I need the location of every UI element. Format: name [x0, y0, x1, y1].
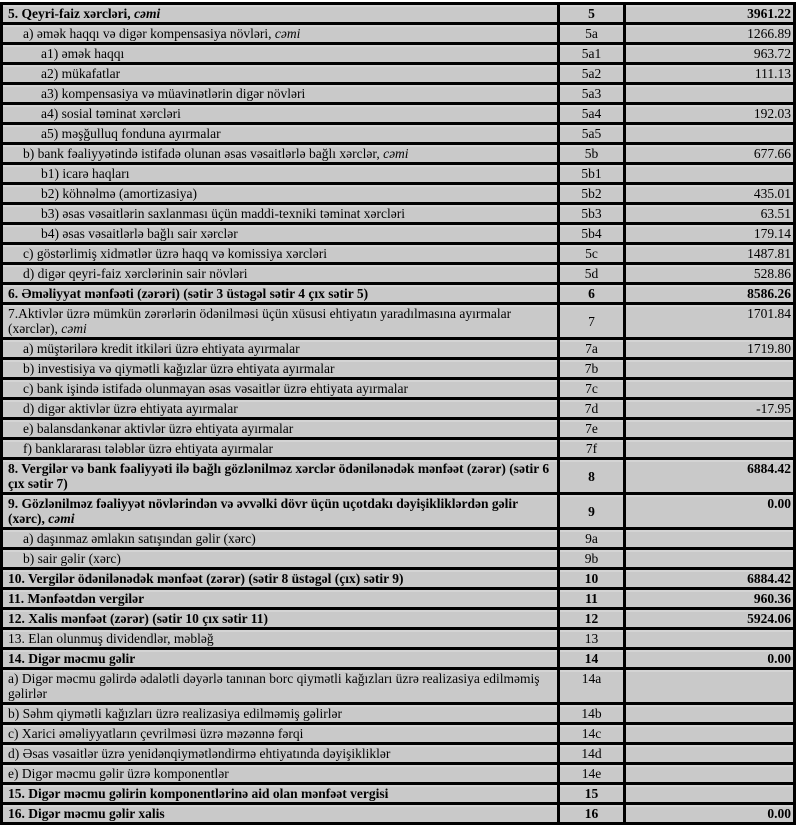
table-row — [2, 399, 795, 419]
row-label-cell — [2, 704, 559, 724]
row-label: 9. Gözlənilməz fəaliyyət növlərindən və əvvəlki dövr üçün uçotdakı dəyişikliklərdən gəlir (xərc), — [8, 496, 518, 526]
row-label-cell — [2, 4, 559, 24]
row-label: a) daşınmaz əmlakın satışından gəlir (xərc) — [23, 531, 256, 546]
table-row — [2, 144, 795, 164]
row-code: 13 — [559, 629, 625, 649]
row-label-cell — [2, 284, 559, 304]
row-value — [625, 529, 795, 549]
table-row — [2, 244, 795, 264]
row-label-cell — [2, 104, 559, 124]
row-value — [625, 764, 795, 784]
row-label: d) digər aktivlər üzrə ehtiyata ayırmalar — [23, 401, 238, 416]
table-row — [2, 284, 795, 304]
row-label: b1) icarə haqları — [41, 166, 130, 181]
row-label: b) sair gəlir (xərc) — [23, 551, 121, 566]
row-value — [625, 629, 795, 649]
row-label: 16. Digər məcmu gəlir xalis — [8, 806, 165, 821]
row-value — [625, 439, 795, 459]
row-label: a) əmək haqqı və digər kompensasiya növləri, — [23, 26, 275, 41]
row-value: 1701.84 — [625, 304, 795, 339]
row-value: 3961.22 — [625, 4, 795, 24]
row-code: 5b — [559, 144, 625, 164]
row-label-cell — [2, 204, 559, 224]
row-label-cell — [2, 629, 559, 649]
row-label-cell — [2, 459, 559, 494]
row-label: a3) kompensasiya və müavinətlərin digər növləri — [41, 86, 306, 101]
row-label-cell — [2, 224, 559, 244]
row-label: 10. Vergilər ödənilənədək mənfəət (zərər) (sətir 8 üstəgəl (çıx) sətir 9) — [8, 571, 404, 586]
row-code: 7e — [559, 419, 625, 439]
row-code: 9a — [559, 529, 625, 549]
table-row — [2, 184, 795, 204]
row-value: 1487.81 — [625, 244, 795, 264]
row-label-italic-suffix: cəmi — [134, 6, 161, 21]
row-label-cell — [2, 649, 559, 669]
row-value: -17.95 — [625, 399, 795, 419]
table-row — [2, 104, 795, 124]
row-label-cell — [2, 359, 559, 379]
row-code: 5b2 — [559, 184, 625, 204]
row-label: 5. Qeyri-faiz xərcləri, — [8, 6, 135, 21]
row-label: c) bank işində istifadə olunmayan əsas vəsaitlər üzrə ehtiyata ayırmalar — [23, 381, 408, 396]
row-value — [625, 784, 795, 804]
row-code: 14c — [559, 724, 625, 744]
row-code: 15 — [559, 784, 625, 804]
row-code: 5a4 — [559, 104, 625, 124]
table-row — [2, 744, 795, 764]
row-code: 5a5 — [559, 124, 625, 144]
table-row — [2, 164, 795, 184]
row-label-cell — [2, 124, 559, 144]
row-label: b) investisiya və qiymətli kağızlar üzrə ehtiyata ayırmalar — [23, 361, 335, 376]
row-label-cell — [2, 569, 559, 589]
table-row — [2, 669, 795, 704]
table-row — [2, 304, 795, 339]
row-code: 9 — [559, 494, 625, 529]
table-row — [2, 84, 795, 104]
row-code: 5c — [559, 244, 625, 264]
table-row — [2, 649, 795, 669]
row-label-cell — [2, 804, 559, 824]
row-label: a1) əmək haqqı — [41, 46, 125, 61]
row-value: 960.36 — [625, 589, 795, 609]
row-label-cell — [2, 379, 559, 399]
row-label: e) balansdankənar aktivlər üzrə ehtiyata ayırmalar — [23, 421, 294, 436]
row-value: 0.00 — [625, 649, 795, 669]
table-row — [2, 549, 795, 569]
row-label-italic-suffix: cəmi — [61, 321, 87, 336]
row-code: 5a1 — [559, 44, 625, 64]
row-value: 179.14 — [625, 224, 795, 244]
row-label-cell — [2, 264, 559, 284]
row-label-cell — [2, 184, 559, 204]
row-label: 7.Aktivlər üzrə mümkün zərərlərin ödənilməsi üçün xüsusi ehtiyatın yaradılmasına ayırmalar (xərclər), — [8, 306, 512, 336]
row-value: 63.51 — [625, 204, 795, 224]
row-label: f) banklararası tələblər üzrə ehtiyata ayırmalar — [23, 441, 273, 456]
row-value — [625, 669, 795, 704]
row-label: c) göstərlimiş xidmətlər üzrə haqq və komissiya xərcləri — [23, 246, 328, 261]
table-row — [2, 804, 795, 824]
row-value: 528.86 — [625, 264, 795, 284]
row-code: 7b — [559, 359, 625, 379]
row-code: 6 — [559, 284, 625, 304]
row-label: d) digər qeyri-faiz xərclərinin sair növləri — [23, 266, 248, 281]
row-code: 5b3 — [559, 204, 625, 224]
table-row — [2, 419, 795, 439]
row-value: 111.13 — [625, 64, 795, 84]
row-label-cell — [2, 724, 559, 744]
income-statement-table — [0, 2, 796, 825]
table-row — [2, 439, 795, 459]
row-label-cell — [2, 494, 559, 529]
table-row — [2, 529, 795, 549]
table-row — [2, 379, 795, 399]
table-body — [2, 4, 795, 824]
row-label: a4) sosial təminat xərcləri — [41, 106, 181, 121]
row-label: e) Digər məcmu gəlir üzrə komponentlər — [8, 766, 229, 781]
row-code: 5a — [559, 24, 625, 44]
table-row — [2, 704, 795, 724]
row-label: b3) əsas vəsaitlərin saxlanması üçün maddi-texniki təminat xərcləri — [41, 206, 406, 221]
row-code: 7d — [559, 399, 625, 419]
table-row — [2, 264, 795, 284]
row-code: 5b1 — [559, 164, 625, 184]
table-row — [2, 339, 795, 359]
table-row — [2, 629, 795, 649]
row-label-cell — [2, 419, 559, 439]
row-label-cell — [2, 339, 559, 359]
row-value — [625, 359, 795, 379]
row-label-cell — [2, 24, 559, 44]
row-code: 7f — [559, 439, 625, 459]
row-label-italic-suffix: cəmi — [383, 146, 409, 161]
row-value: 1266.89 — [625, 24, 795, 44]
row-value: 677.66 — [625, 144, 795, 164]
row-code: 14e — [559, 764, 625, 784]
table-row — [2, 459, 795, 494]
row-code: 12 — [559, 609, 625, 629]
row-label: b4) əsas vəsaitlərlə bağlı sair xərclər — [41, 226, 238, 241]
row-label-cell — [2, 669, 559, 704]
table-row — [2, 569, 795, 589]
row-label: 13. Elan olunmuş dividendlər, məbləğ — [8, 631, 214, 646]
row-value — [625, 744, 795, 764]
row-value — [625, 124, 795, 144]
row-label-cell — [2, 244, 559, 264]
row-value — [625, 549, 795, 569]
row-value: 435.01 — [625, 184, 795, 204]
row-label: 12. Xalis mənfəət (zərər) (sətir 10 çıx sətir 11) — [8, 611, 269, 626]
row-value: 8586.26 — [625, 284, 795, 304]
table-row — [2, 24, 795, 44]
row-label-cell — [2, 764, 559, 784]
row-code: 5b4 — [559, 224, 625, 244]
row-value — [625, 84, 795, 104]
row-label: a5) məşğulluq fonduna ayırmalar — [41, 126, 221, 141]
row-value — [625, 724, 795, 744]
row-code: 16 — [559, 804, 625, 824]
row-label-cell — [2, 439, 559, 459]
row-label-cell — [2, 609, 559, 629]
row-code: 11 — [559, 589, 625, 609]
row-value: 6884.42 — [625, 569, 795, 589]
row-label-cell — [2, 784, 559, 804]
row-code: 14 — [559, 649, 625, 669]
row-label-cell — [2, 304, 559, 339]
row-code: 5d — [559, 264, 625, 284]
row-label-cell — [2, 549, 559, 569]
row-label-cell — [2, 744, 559, 764]
row-code: 14d — [559, 744, 625, 764]
row-label: b2) köhnəlmə (amortizasiya) — [41, 186, 197, 201]
row-label: a) Digər məcmu gəlirdə ədalətli dəyərlə tanınan borc qiymətli kağızları üzrə realizasiya edilməmiş gəlirlər — [8, 671, 540, 701]
table-row — [2, 224, 795, 244]
table-row — [2, 724, 795, 744]
row-label-cell — [2, 589, 559, 609]
row-value — [625, 704, 795, 724]
row-label: 6. Əməliyyat mənfəəti (zərəri) (sətir 3 üstəgəl sətir 4 çıx sətir 5) — [8, 286, 369, 301]
table-row — [2, 589, 795, 609]
table-row — [2, 4, 795, 24]
row-label: a2) mükafatlar — [41, 66, 121, 81]
row-code: 5a2 — [559, 64, 625, 84]
row-code: 9b — [559, 549, 625, 569]
row-value: 0.00 — [625, 494, 795, 529]
row-value: 6884.42 — [625, 459, 795, 494]
row-label: 11. Mənfəətdən vergilər — [8, 591, 145, 606]
table-row — [2, 764, 795, 784]
row-label-cell — [2, 144, 559, 164]
row-label-cell — [2, 529, 559, 549]
row-label-cell — [2, 44, 559, 64]
row-label: b) Səhm qiymətli kağızları üzrə realizasiya edilməmiş gəlirlər — [8, 706, 342, 721]
row-code: 7c — [559, 379, 625, 399]
row-code: 14b — [559, 704, 625, 724]
table-row — [2, 204, 795, 224]
row-code: 14a — [559, 669, 625, 704]
row-label: b) bank fəaliyyətində istifadə olunan əsas vəsaitlərlə bağlı xərclər, — [23, 146, 384, 161]
row-code: 5a3 — [559, 84, 625, 104]
row-value — [625, 419, 795, 439]
table-row — [2, 784, 795, 804]
row-label: 8. Vergilər və bank fəaliyyəti ilə bağlı gözlənilməz xərclər ödənilənədək mənfəət (zərər) (sətir 6 çıx sətir 7) — [8, 461, 550, 491]
table-row — [2, 64, 795, 84]
row-value — [625, 164, 795, 184]
table-row — [2, 494, 795, 529]
row-label: a) müştərilərə kredit itkiləri üzrə ehtiyata ayırmalar — [23, 341, 300, 356]
table-row — [2, 124, 795, 144]
row-value: 5924.06 — [625, 609, 795, 629]
table-row — [2, 359, 795, 379]
row-label-italic-suffix: cəmi — [48, 511, 75, 526]
row-code: 8 — [559, 459, 625, 494]
row-value: 0.00 — [625, 804, 795, 824]
row-code: 7 — [559, 304, 625, 339]
row-code: 5 — [559, 4, 625, 24]
row-value: 1719.80 — [625, 339, 795, 359]
row-label-cell — [2, 64, 559, 84]
row-label-cell — [2, 399, 559, 419]
row-label: d) Əsas vəsaitlər üzrə yenidənqiymətləndirmə ehtiyatında dəyişikliklər — [8, 746, 391, 761]
table-row — [2, 44, 795, 64]
row-label-italic-suffix: cəmi — [274, 26, 301, 41]
row-label-cell — [2, 84, 559, 104]
table-row — [2, 609, 795, 629]
row-code: 7a — [559, 339, 625, 359]
row-label: c) Xarici əməliyyatların çevrilməsi üzrə məzənnə fərqi — [8, 726, 304, 741]
row-label: 15. Digər məcmu gəlirin komponentlərinə aid olan mənfəət vergisi — [8, 786, 389, 801]
row-value: 963.72 — [625, 44, 795, 64]
row-value: 192.03 — [625, 104, 795, 124]
row-value — [625, 379, 795, 399]
row-code: 10 — [559, 569, 625, 589]
row-label: 14. Digər məcmu gəlir — [8, 651, 136, 666]
row-label-cell — [2, 164, 559, 184]
